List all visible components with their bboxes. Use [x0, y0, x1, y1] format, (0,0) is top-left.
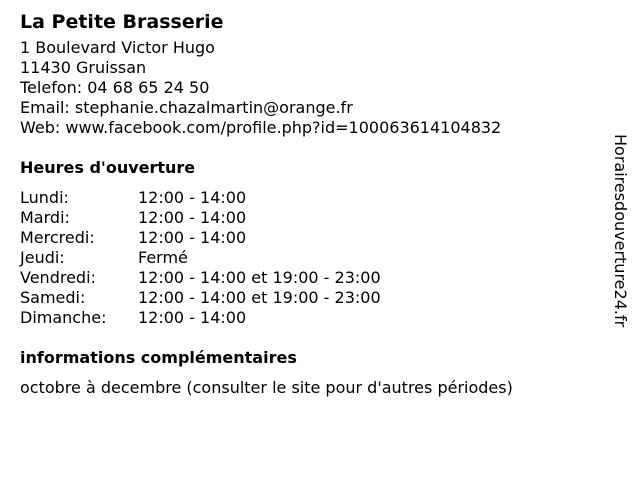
site-brand-vertical: Horairesdouverture24.fr: [611, 134, 630, 328]
spacer: [20, 138, 600, 158]
hours-heading: Heures d'ouverture: [20, 158, 196, 177]
email-line: Email: stephanie.chazalmartin@orange.fr: [20, 98, 353, 117]
web-line: Web: www.facebook.com/profile.php?id=100063614104832: [20, 118, 502, 137]
address-line-2: 11430 Gruissan: [20, 58, 147, 77]
business-card: [20, 8, 600, 398]
phone-line: Telefon: 04 68 65 24 50: [20, 78, 210, 97]
day-label: Samedi:: [20, 288, 86, 307]
day-time: 12:00 - 14:00: [138, 208, 247, 227]
day-time: 12:00 - 14:00: [138, 228, 247, 247]
day-time: 12:00 - 14:00 et 19:00 - 23:00: [138, 288, 381, 307]
info-heading: informations complémentaires: [20, 348, 297, 367]
address-line-1: 1 Boulevard Victor Hugo: [20, 38, 215, 57]
day-time: 12:00 - 14:00: [138, 308, 247, 327]
day-label: Mercredi:: [20, 228, 95, 247]
hours-row-tuesday: [20, 208, 600, 228]
spacer: [20, 328, 600, 348]
hours-row-sunday: [20, 308, 600, 328]
day-label: Dimanche:: [20, 308, 107, 327]
day-label: Jeudi:: [20, 248, 65, 267]
day-time: 12:00 - 14:00 et 19:00 - 23:00: [138, 268, 381, 287]
info-text: octobre à decembre (consulter le site pour d'autres périodes): [20, 378, 513, 397]
day-label: Mardi:: [20, 208, 70, 227]
business-name: La Petite Brasserie: [20, 11, 224, 33]
hours-row-wednesday: [20, 228, 600, 248]
hours-table: [20, 188, 600, 328]
day-label: Lundi:: [20, 188, 69, 207]
spacer: [20, 368, 600, 378]
hours-row-friday: [20, 268, 600, 288]
day-label: Vendredi:: [20, 268, 96, 287]
day-time: Fermé: [138, 248, 188, 267]
hours-row-monday: [20, 188, 600, 208]
day-time: 12:00 - 14:00: [138, 188, 247, 207]
hours-row-saturday: [20, 288, 600, 308]
hours-row-thursday: [20, 248, 600, 268]
